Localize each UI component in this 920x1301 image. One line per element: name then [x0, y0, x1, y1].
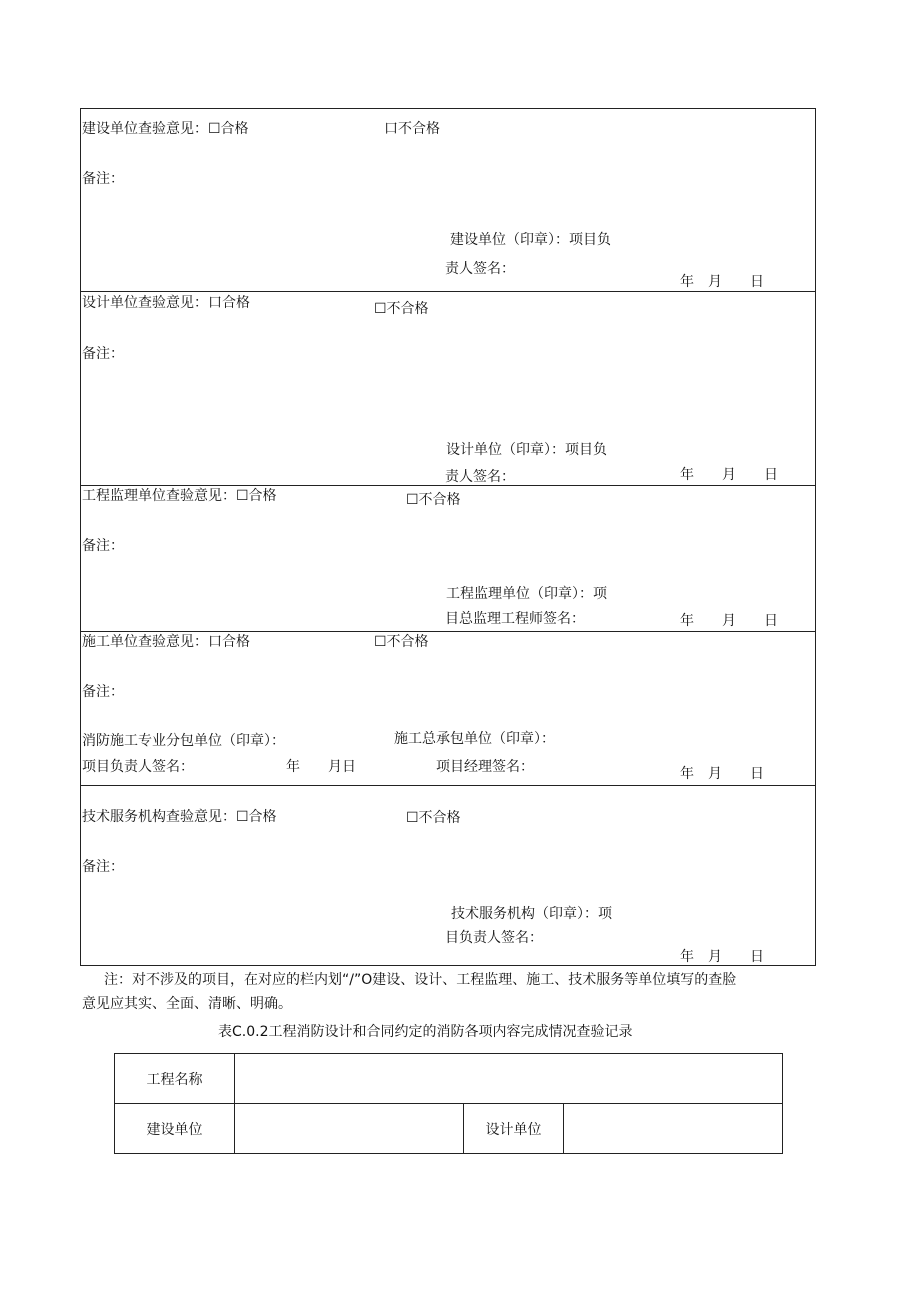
subcontractor-seal-label: 消防施工专业分包单位（印章）：	[82, 733, 285, 749]
signature-label: 责人签名：	[445, 261, 515, 277]
remark-label: 备注：	[82, 346, 124, 362]
opinion-fail: ☐不合格	[406, 810, 461, 826]
opinion-pass: 施工单位查验意见：口合格	[82, 634, 250, 650]
general-contractor-seal-label: 施工总承包单位（印章）：	[394, 731, 555, 747]
opinion-fail: 口不合格	[384, 121, 440, 137]
opinion-pass: 技术服务机构查验意见：☐合格	[82, 809, 277, 825]
opinion-pass: 设计单位查验意见：口合格	[82, 295, 250, 311]
remark-label: 备注：	[82, 684, 124, 700]
designer-label: 设计单位	[464, 1104, 564, 1154]
project-info-table	[114, 1053, 783, 1154]
signature-label: 责人签名：	[445, 469, 515, 485]
table-caption: 表C.0.2工程消防设计和合同约定的消防各项内容完成情况查验记录	[218, 1024, 633, 1040]
signature-label: 目负责人签名：	[445, 930, 543, 946]
designer-input[interactable]	[564, 1104, 783, 1154]
project-name-label: 工程名称	[115, 1054, 235, 1104]
project-name-input[interactable]	[235, 1054, 783, 1104]
signature-label: 目总监理工程师签名：	[445, 611, 585, 627]
opinion-pass: 建设单位查验意见：☐合格	[82, 121, 249, 137]
row-divider	[80, 291, 816, 292]
remark-label: 备注：	[82, 538, 124, 554]
row-divider	[80, 785, 816, 786]
general-contractor-signature-label: 项目经理签名：	[436, 759, 534, 775]
date-field: 年 月 日	[680, 613, 778, 629]
seal-label: 技术服务机构（印章）：项	[451, 906, 612, 922]
seal-label: 建设单位（印章）：项目负	[450, 232, 611, 248]
seal-label: 设计单位（印章）：项目负	[446, 442, 607, 458]
builder-input[interactable]	[235, 1104, 464, 1154]
date-field: 年 月 日	[680, 274, 764, 290]
subcontractor-date-field: 年 月日	[286, 759, 356, 775]
row-divider	[80, 631, 816, 632]
opinion-table-frame	[80, 108, 816, 966]
opinion-pass: 工程监理单位查验意见：☐合格	[82, 488, 277, 504]
subcontractor-signature-label: 项目负责人签名：	[82, 759, 194, 775]
builder-label: 建设单位	[115, 1104, 235, 1154]
date-field: 年 月 日	[680, 467, 778, 483]
opinion-fail: ☐不合格	[406, 492, 461, 508]
remark-label: 备注：	[82, 171, 124, 187]
opinion-fail: ☐不合格	[374, 301, 429, 317]
date-field: 年 月 日	[680, 949, 764, 965]
seal-label: 工程监理单位（印章）：项	[446, 586, 607, 602]
footnote-line-2: 意见应其实、全面、清晰、明确。	[82, 996, 292, 1012]
row-divider	[80, 485, 816, 486]
opinion-fail: ☐不合格	[374, 634, 429, 650]
date-field: 年 月 日	[680, 766, 764, 782]
footnote-line-1: 注：对不涉及的项目，在对应的栏内划“/”O建设、设计、工程监理、施工、技术服务等单位填写的查脸	[104, 972, 737, 988]
remark-label: 备注：	[82, 859, 124, 875]
